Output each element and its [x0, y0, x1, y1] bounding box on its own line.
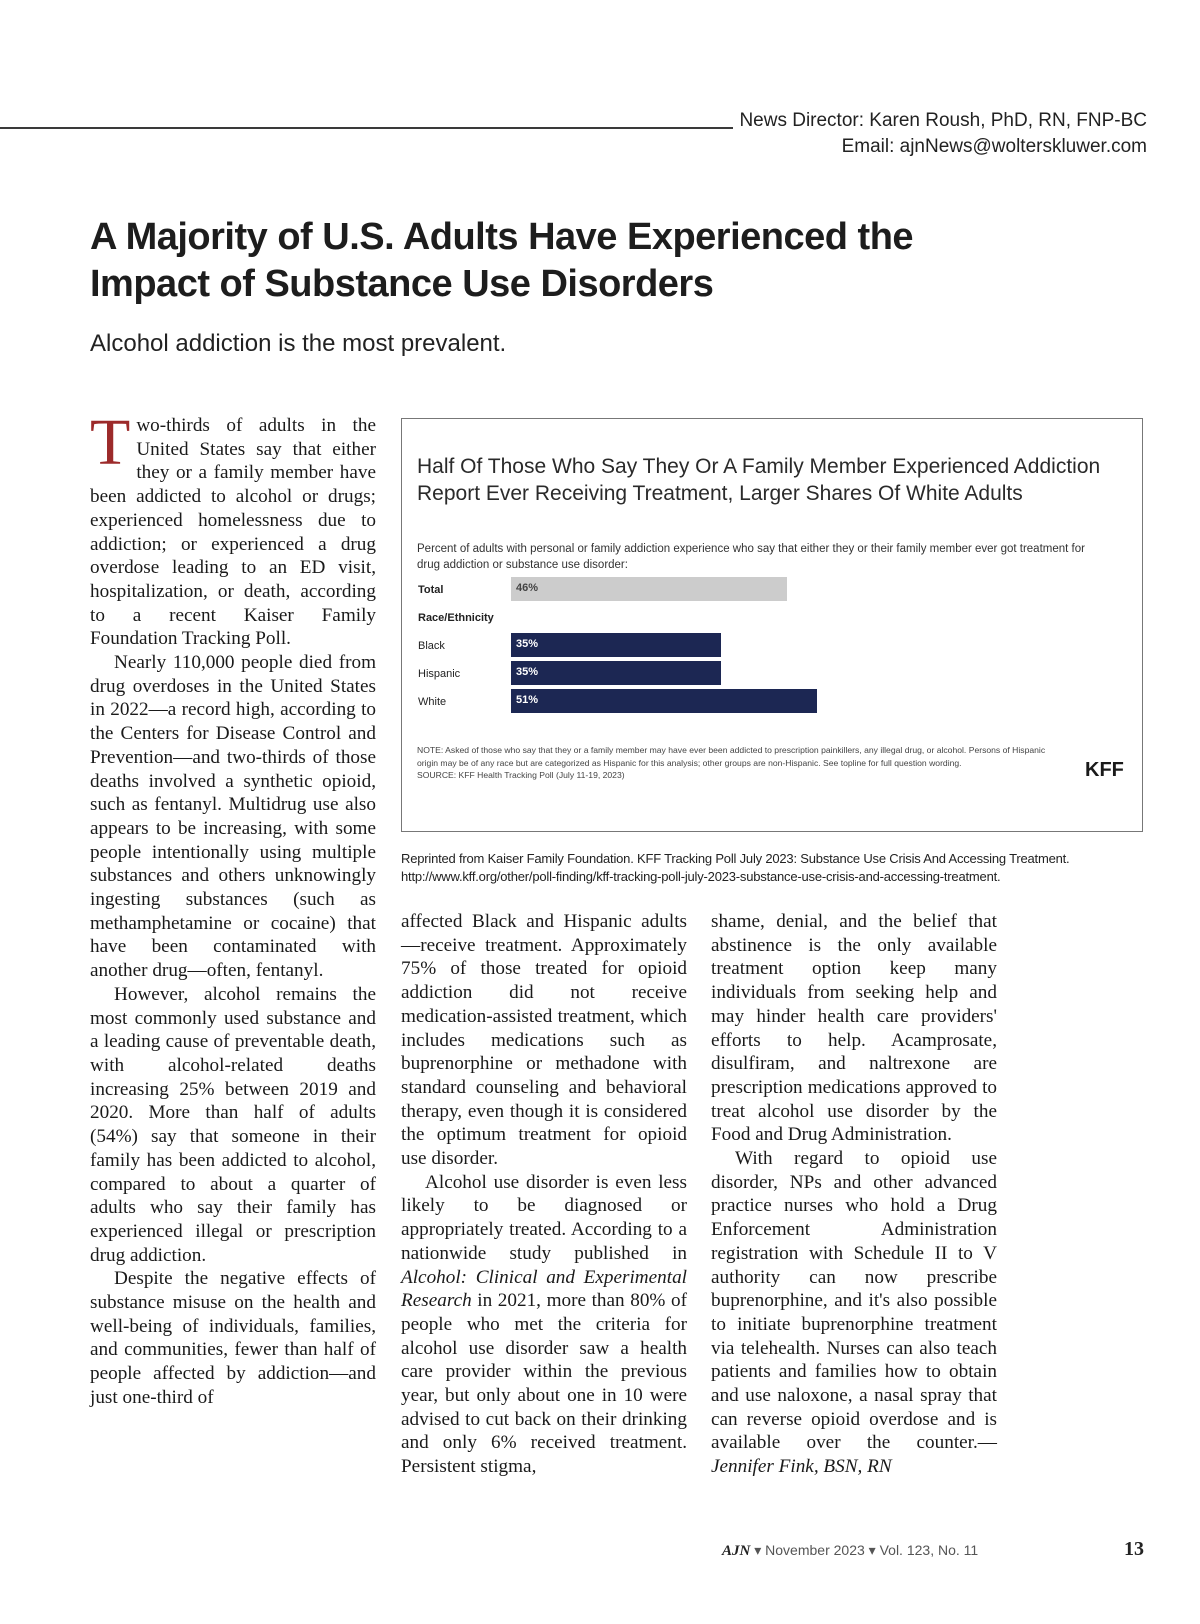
chart-category-label: Hispanic [418, 668, 461, 680]
chart-bar [511, 661, 721, 685]
text-column-1 [90, 406, 376, 1410]
chart-category-label: Black [418, 640, 445, 652]
footer [722, 1542, 978, 1560]
chart-title: Half Of Those Who Say They Or A Family Member Experienced Addiction Report Ever Receiving Treatment, Larger Shares Of White Adults [417, 455, 1101, 505]
news-email: Email: ajnNews@wolterskluwer.com [841, 136, 1147, 157]
chart-subtitle: Percent of adults with personal or family addiction experience who say that either they or their family member ever got treatment for drug addiction or substance use disorder: [417, 543, 1085, 571]
chart-source: SOURCE: KFF Health Tracking Poll (July 11-19, 2023) [417, 770, 625, 780]
chart-bar [511, 577, 787, 601]
triangle-icon: ▾ [754, 1542, 762, 1558]
paragraph: Two-thirds of adults in the United States say that either they or a family member have been addicted to alcohol or drugs; experienced homelessness due to addiction; or experienced a drug overdose leading to an ED visit, hospitalization, or death, according to a recent Kaiser Family Foundation Tracking Poll. [90, 406, 376, 650]
article-subtitle: Alcohol addiction is the most prevalent. [90, 330, 507, 357]
volume-info: Vol. 123, No. 11 [879, 1542, 979, 1558]
chart-category-label: Total [418, 584, 444, 596]
drop-cap: T [90, 406, 131, 479]
journal-citation: Alcohol: Clinical and Experimental Research [401, 1266, 687, 1312]
issue-date: November 2023 [765, 1542, 865, 1558]
chart-data-label: 51% [516, 694, 539, 706]
chart-bar [511, 633, 721, 657]
chart-category-label: White [418, 696, 447, 708]
paragraph: Despite the negative effects of substance misuse on the health and well-being of individuals, families, and communities, fewer than half of people affected by addiction—and just one-third of [90, 1268, 376, 1408]
journal-name: AJN [722, 1543, 751, 1559]
kff-logo: KFF [1085, 759, 1124, 781]
paragraph: Alcohol use disorder is even less likely to be diagnosed or appropriately treated. According to a nationwide study published in Alcohol: Clinical and Experimental Research in 2021, more than 80% of people who met the criteria for alcohol use disorder saw a health care provider within the previous year, but only about one in 10 were advised to cut back on their drinking and only 6% received treatment. Persistent stigma, [401, 1171, 687, 1478]
author-byline: Jennifer Fink, BSN, RN [711, 1456, 892, 1478]
chart-group-label: Race/Ethnicity [418, 612, 494, 624]
chart-note [417, 744, 1062, 782]
chart-note-text: NOTE: Asked of those who say that they or a family member may have ever been addicted to prescription painkillers, any illegal drug, or alcohol. Persons of Hispanic origin may be of any race but are categorized as Hispanic for this analysis; other groups are non-Hispanic. See topline for full question wording. [417, 745, 1046, 768]
news-director: News Director: Karen Roush, PhD, RN, FNP-BC [739, 110, 1147, 131]
triangle-icon: ▾ [868, 1542, 876, 1558]
news-director-info [739, 108, 1147, 160]
paragraph: However, alcohol remains the most commonly used substance and a leading cause of preventable death, with alcohol-related deaths increasing 25% between 2019 and 2020. More than half of adults (54%) say that someone in their family has been addicted to alcohol, compared to about a quarter of adults who say their family has experienced illegal or prescription drug addiction. [90, 983, 376, 1266]
header-rule [0, 127, 733, 129]
paragraph: affected Black and Hispanic adults—receive treatment. Approximately 75% of those treated for opioid addiction did not receive medication-assisted treatment, which includes medications such as buprenorphine or methadone with standard counseling and behavioral therapy, even though it is considered the optimum treatment for opioid use disorder. [401, 911, 687, 1170]
paragraph: Nearly 110,000 people died from drug overdoses in the United States in 2022—a record high, according to the Centers for Disease Control and Prevention—and two-thirds of those deaths involved a synthetic opioid, such as fentanyl. Multidrug use also appears to be increasing, with some people intentionally using multiple substances and others unknowingly ingesting substances (such as methamphetamine or cocaine) that have been contaminated with another drug—often, fentanyl. [90, 652, 376, 982]
text-column-2 [401, 910, 687, 1479]
page-number: 13 [1124, 1538, 1144, 1560]
chart-bar [511, 689, 817, 713]
text-column-3 [711, 910, 997, 1479]
article-title: A Majority of U.S. Adults Have Experienced the Impact of Substance Use Disorders [90, 216, 914, 305]
paragraph: With regard to opioid use disorder, NPs and other advanced practice nurses who hold a Drug Enforcement Administration registration with Schedule II to V authority can now prescribe buprenorphine, and it's also possible to initiate buprenorphine treatment via telehealth. Nurses can also teach patients and families how to obtain and use naloxone, a nasal spray that can reverse opioid overdose and is available over the counter.— Jennifer Fink, BSN, RN [711, 1148, 997, 1478]
figure-caption: Reprinted from Kaiser Family Foundation. KFF Tracking Poll July 2023: Substance Use Crisis And Accessing Treatment. http://www.kff.org/other/poll-finding/kff-tracking-poll-july-2023-substance-use-crisis-and-accessing-treatment. [401, 851, 1070, 884]
paragraph: shame, denial, and the belief that abstinence is the only available treatment option keep many individuals from seeking help and may hinder health care providers' efforts to help. Acamprosate, disulfiram, and naltrexone are prescription medications approved to treat alcohol use disorder by the Food and Drug Administration. [711, 911, 997, 1146]
chart-data-label: 46% [516, 582, 539, 594]
chart-figure [401, 418, 1143, 832]
chart-data-label: 35% [516, 638, 539, 650]
chart-data-label: 35% [516, 666, 539, 678]
